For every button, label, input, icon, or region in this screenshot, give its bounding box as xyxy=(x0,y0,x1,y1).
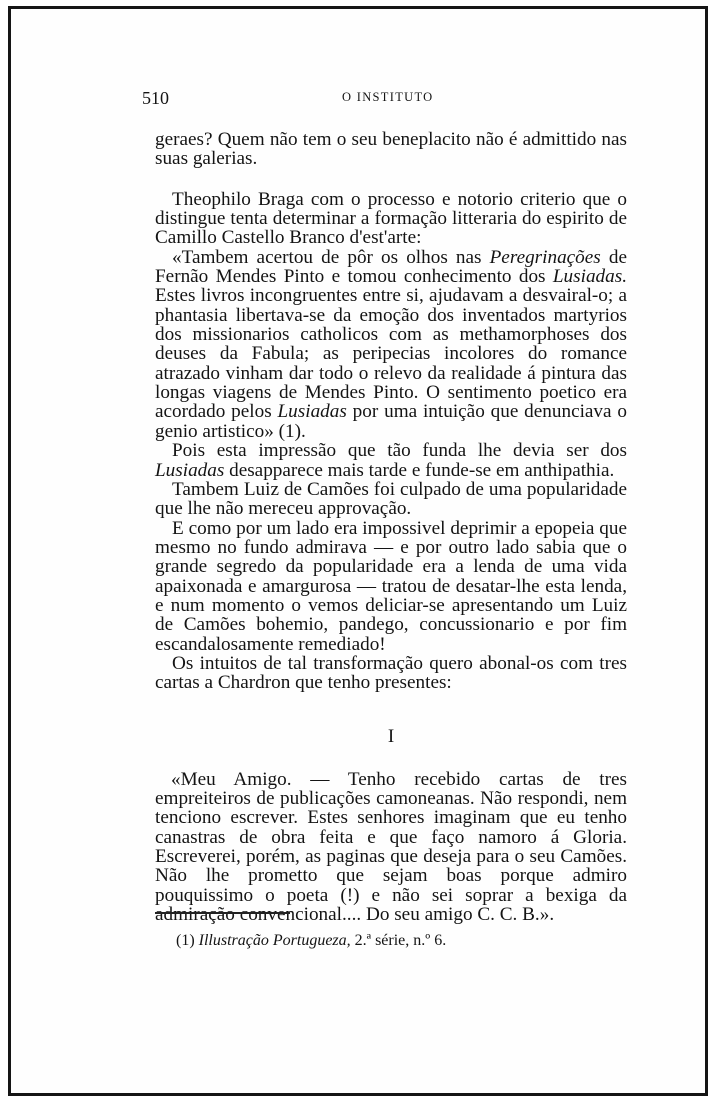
quotation-paragraph: «Tambem acertou de pôr os olhos nas Peregrinações de Fernão Mendes Pinto e tomou conhecimento dos Lusiadas. Estes livros incongruentes entre si, ajudavam a desvairal-o; a phantasia libertava-se da emoção dos inventados martyrios dos missionarios catholicos com as methamorphoses dos deuses da Fabula; as peripecias incolores do romance atrazado vinham dar todo o relevo da realidade á pintura das longas viagens de Mendes Pinto. O sentimento poetico era acordado pelos Lusiadas por uma intuição que denunciava o genio artistico» (1). xyxy=(155,246,627,442)
footnote-title: Illustração Portugueza, xyxy=(198,932,351,949)
paragraph-7: Os intuitos de tal transformação quero abonal-os com tres cartas a Chardron que tenho presentes: xyxy=(155,652,627,694)
work-title-lusiadas: Lusiadas. xyxy=(552,266,627,288)
paragraph-2: Theophilo Braga com o processo e notorio criterio que o distingue tenta determinar a formação litteraria do espirito de Camillo Castello Branco d'est'arte: xyxy=(155,188,627,249)
paragraph-5: Tambem Luiz de Camões foi culpado de uma popularidade que lhe não mereceu approvação. xyxy=(155,478,627,520)
work-title-peregrinacoes: Peregrinações xyxy=(489,246,601,268)
footnote-marker: (1) xyxy=(176,932,195,949)
footnote-rule xyxy=(155,912,290,914)
body-text xyxy=(155,130,627,924)
paragraph-4: Pois esta impressão que tão funda lhe devia ser dos Lusiadas desapparece mais tarde e funde-se em anthipathia. xyxy=(155,440,627,481)
section-heading: I xyxy=(387,725,395,747)
page-number: 510 xyxy=(142,88,169,108)
work-title-lusiadas-2: Lusiadas xyxy=(277,401,347,423)
paragraph-1: geraes? Quem não tem o seu beneplacito não é admittido nas suas galerias. xyxy=(155,129,627,170)
work-title-lusiadas-3: Lusiadas xyxy=(155,459,225,481)
footnote-text: 2.ª série, n.º 6. xyxy=(350,932,447,949)
footnote xyxy=(176,932,596,950)
paragraph-6: E como por um lado era impossivel deprimir a epopeia que mesmo no fundo admirava — e por outro lado sabia que o grande segredo da popularidade era a lenda de uma vida apaixonada e amargurosa — tratou de desatar-lhe esta lenda, e num momento o vemos deliciar-se apresentando um Luiz de Camões bohemio, pandego, concussionario e por fim escandalosamente remediado! xyxy=(155,517,627,655)
letter-paragraph: «Meu Amigo. — Tenho recebido cartas de tres empreiteiros de publicações camoneanas. Não respondi, nem tenciono escrever. Estes senhores imaginam que eu tenho canastras de obra feita e que faço namoro á Gloria. Escreverei, porém, as paginas que deseja para o seu Camões. Não lhe prometto que sejam boas porque admiro pouquissimo o poeta (!) e não sei soprar a bexiga da admiração convencional.... Do seu amigo C. C. B.». xyxy=(155,768,627,926)
running-title: O INSTITUTO xyxy=(342,90,434,104)
